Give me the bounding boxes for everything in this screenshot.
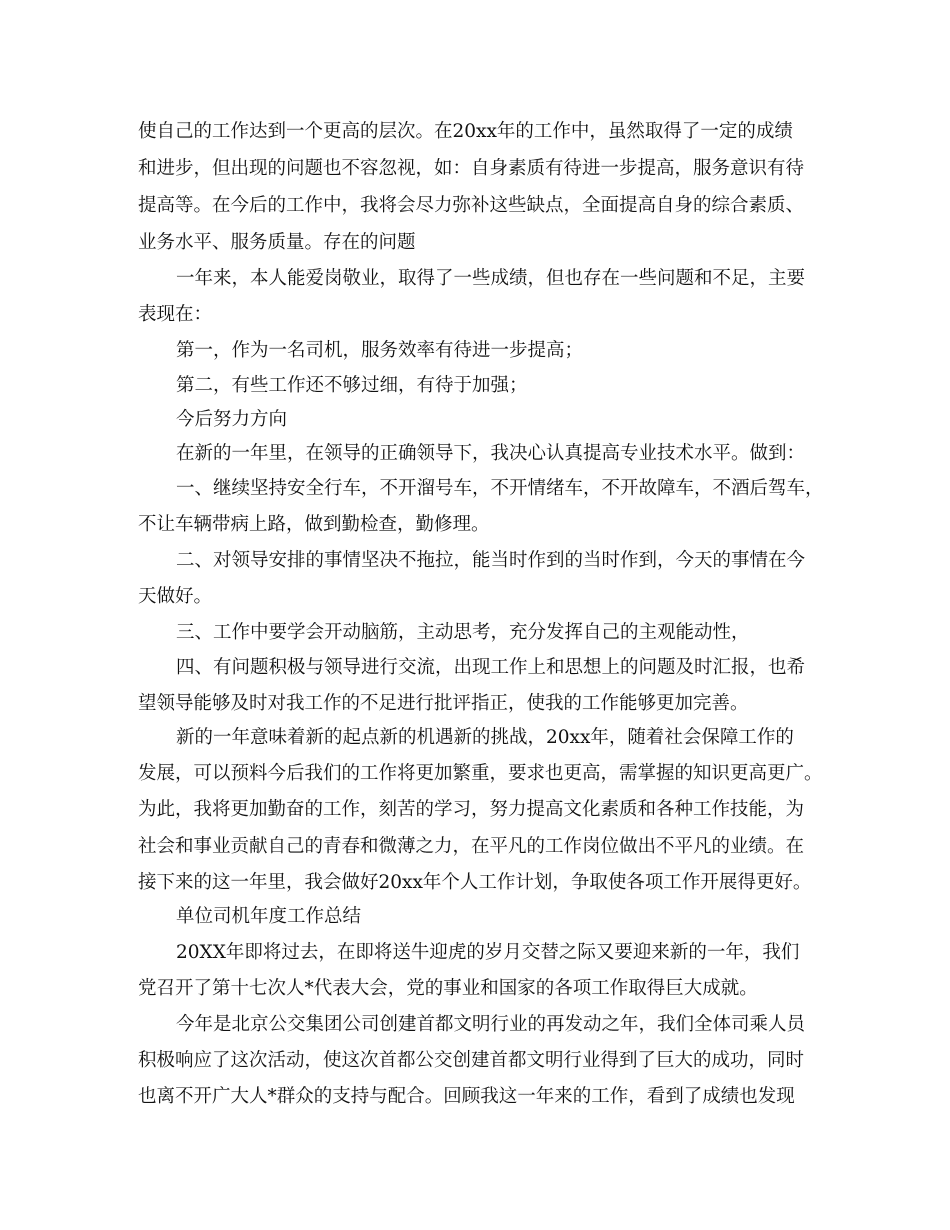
text-line: 和进步，但出现的问题也不容忽视，如：自身素质有待进一步提高，服务意识有待 (138, 158, 805, 179)
text-line: 第二，有些工作还不够过细，有待于加强； (176, 375, 528, 396)
text-line: 望领导能够及时对我工作的不足进行批评指正，使我的工作能够更加完善。 (138, 693, 749, 714)
text-line: 积极响应了这次活动，使这次首都公交创建首都文明行业得到了巨大的成功，同时 (138, 1050, 805, 1071)
text-line: 表现在： (138, 304, 213, 325)
text-line: 发展，可以预料今后我们的工作将更加繁重，要求也更高，需掌握的知识更高更广。 (138, 763, 823, 784)
section-heading: 单位司机年度工作总结 (176, 906, 362, 927)
text-line: 业务水平、服务质量。存在的问题 (138, 232, 416, 253)
text-line: 社会和事业贡献自己的青春和微薄之力，在平凡的工作岗位做出不平凡的业绩。在 (138, 836, 805, 857)
text-line: 在新的一年里，在领导的正确领导下，我决心认真提高专业技术水平。做到： (176, 443, 806, 464)
text-line: 今年是北京公交集团公司创建首都文明行业的再发动之年，我们全体司乘人员 (176, 1014, 806, 1035)
text-line: 四、有问题积极与领导进行交流，出现工作上和思想上的问题及时汇报，也希 (176, 657, 806, 678)
text-line: 一年来，本人能爱岗敬业，取得了一些成绩，但也存在一些问题和不足，主要 (176, 268, 806, 289)
text-line: 20XX年即将过去，在即将送牛迎虎的岁月交替之际又要迎来新的一年，我们 (176, 942, 800, 963)
text-line: 提高等。在今后的工作中，我将会尽力弥补这些缺点，全面提高自身的综合素质、 (138, 195, 805, 216)
text-line: 二、对领导安排的事情坚决不拖拉，能当时作到的当时作到，今天的事情在今 (176, 550, 806, 571)
text-line: 不让车辆带病上路，做到勤检查，勤修理。 (138, 514, 490, 535)
text-line: 天做好。 (138, 586, 213, 607)
text-line: 第一，作为一名司机，服务效率有待进一步提高； (176, 340, 584, 361)
text-line: 接下来的这一年里，我会做好20xx年个人工作计划，争取使各项工作开展得更好。 (138, 872, 812, 893)
text-line: 三、工作中要学会开动脑筋，主动思考，充分发挥自己的主观能动性， (176, 622, 750, 643)
text-line: 一、继续坚持安全行车，不开溜号车，不开情绪车，不开故障车，不酒后驾车， (176, 478, 824, 499)
text-line: 也离不开广大人*群众的支持与配合。回顾我这一年来的工作，看到了成绩也发现 (138, 1086, 795, 1107)
text-line: 党召开了第十七次人*代表大会，党的事业和国家的各项工作取得巨大成就。 (138, 978, 758, 999)
section-heading: 今后努力方向 (176, 409, 288, 430)
text-line: 使自己的工作达到一个更高的层次。在20xx年的工作中，虽然取得了一定的成绩 (138, 121, 793, 142)
text-line: 新的一年意味着新的起点新的机遇新的挑战，20xx年，随着社会保障工作的 (176, 727, 794, 748)
text-line: 为此，我将更加勤奋的工作，刻苦的学习，努力提高文化素质和各种工作技能，为 (138, 799, 805, 820)
